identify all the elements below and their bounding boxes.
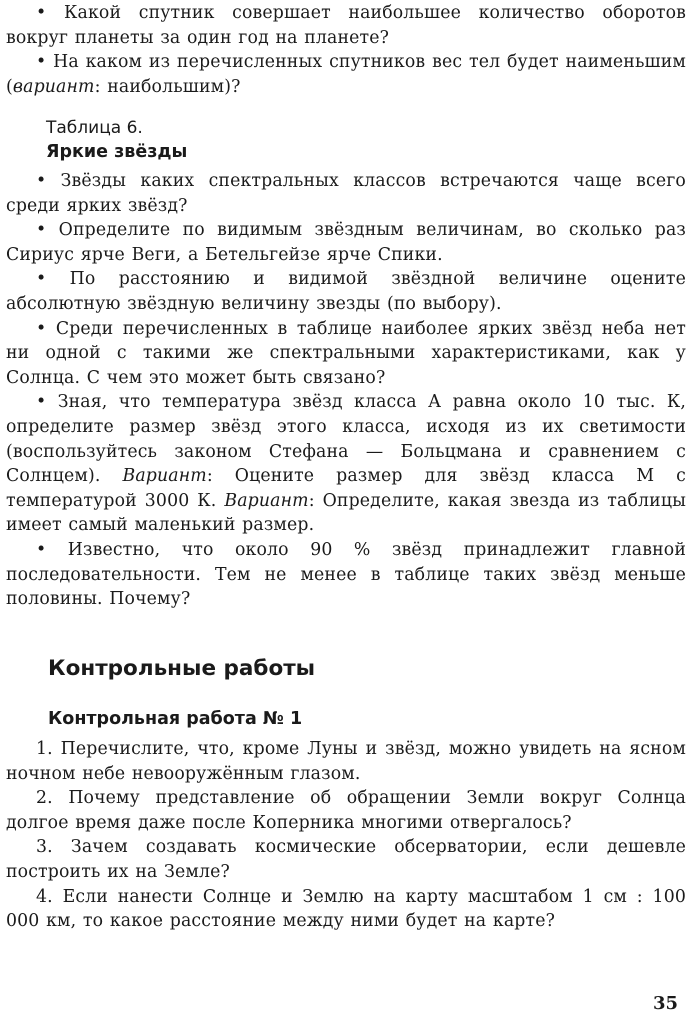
question-text: : наибольшим)?: [94, 76, 241, 97]
question-solar-type: • Среди перечисленных в таблице наиболее ярких звёзд неба нет ни одной с такими же спектральными характеристиками, как у Солнца. С чем это может быть связано?: [6, 318, 686, 388]
task-item-2: 2. Почему представление об обращении Земли вокруг Солнца долгое время даже после Коперника многими отвергалось?: [6, 788, 686, 833]
control-work-1: [6, 707, 686, 934]
question-star-size: [6, 390, 686, 538]
table-caption: Таблица 6.: [46, 118, 143, 138]
section-heading: Контрольные работы: [48, 656, 316, 681]
page-number: 35: [652, 993, 678, 1014]
task-item-4: 4. Если нанести Солнце и Землю на карту масштабом 1 см : 100 000 км, то какое расстояние между ними будет на карте?: [6, 886, 686, 932]
question-brightness-ratio: • Определите по видимым звёздным величинам, во сколько раз Сириус ярче Веги, а Бетельгейзе ярче Спики.: [6, 220, 686, 265]
question-satellite-orbits: • Какой спутник совершает наибольшее количество оборотов вокруг планеты за один год на планете?: [6, 3, 686, 48]
question-text: • Зная, что температура звёзд класса А равна около 10 тыс. К, определите размер звёзд этого класса, исходя из их светимости (воспользуйтесь законом Стефана — Больцмана и сравнением с Солнцем).: [6, 392, 686, 487]
question-main-sequence: • Известно, что около 90 % звёзд принадлежит главной последовательности. Тем не менее в таблице таких звёзд меньше половины. Почему?: [6, 539, 686, 610]
question-text: • На каком из перечисленных спутников вес тел будет наименьшим (: [6, 52, 686, 97]
question-absolute-magnitude: • По расстоянию и видимой звёздной величине оцените абсолютную звёздную величину звезды (по выбору).: [6, 269, 686, 314]
table-title: Яркие звёзды: [46, 142, 188, 162]
table-header: [6, 116, 686, 170]
top-questions: [6, 1, 686, 99]
variant-label: вариант: [12, 76, 95, 97]
question-text: : Оцените размер для звёзд класса М с температурой 3000 К.: [6, 466, 686, 511]
question-text: : Определите, какая звезда из таблицы имеет самый маленький размер.: [6, 490, 686, 536]
task-item-3: 3. Зачем создавать космические обсерватории, если дешевле построить их на Земле?: [6, 837, 686, 882]
question-spectral-classes: • Звёзды каких спектральных классов встречаются чаще всего среди ярких звёзд?: [6, 171, 686, 216]
variant-label: Вариант: [224, 490, 309, 511]
subsection-heading: Контрольная работа № 1: [48, 709, 303, 729]
task-item-1: 1. Перечислите, что, кроме Луны и звёзд, можно увидеть на ясном ночном небе невооружённым глазом.: [6, 739, 686, 784]
variant-label: Вариант: [122, 466, 207, 487]
table-questions: [6, 169, 686, 612]
question-satellite-weight: [6, 50, 686, 99]
control-works-section: [6, 655, 686, 683]
